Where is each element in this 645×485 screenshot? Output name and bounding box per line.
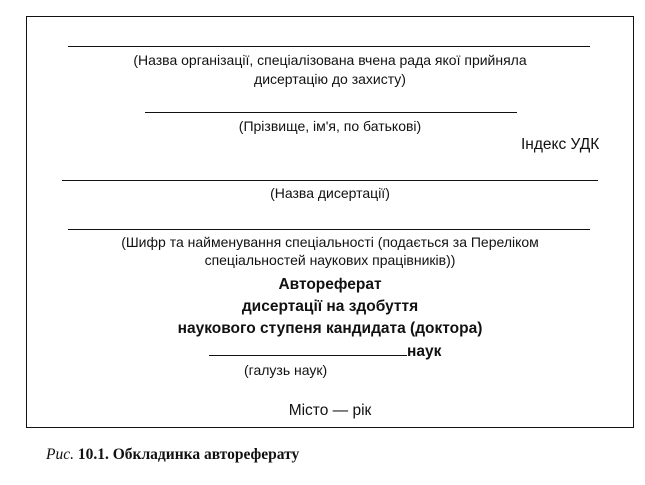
dissertation-title-line <box>62 180 598 181</box>
science-field-blank <box>209 341 407 356</box>
city-year: Місто — рік <box>288 402 372 419</box>
specialty-label-line1: (Шифр та найменування спеціальності (подається за Переліком <box>121 234 539 250</box>
organization-label-line1: (Назва організації, спеціалізована вчена рада якої прийняла <box>133 52 527 68</box>
heading-line2: дисертації на здобуття <box>241 298 419 315</box>
author-name-line <box>145 112 517 113</box>
science-field-row <box>209 341 441 362</box>
organization-line <box>68 46 590 47</box>
figure-caption <box>46 446 299 464</box>
science-field-label: (галузь наук) <box>244 362 328 378</box>
heading-line1: Автореферат <box>278 276 382 293</box>
udc-index: Індекс УДК <box>521 136 600 153</box>
dissertation-title-label: (Назва дисертації) <box>270 185 390 201</box>
author-name-label: (Прізвище, ім'я, по батькові) <box>238 118 422 134</box>
specialty-label-line2: спеціальностей наукових працівників)) <box>204 252 456 268</box>
specialty-line <box>68 229 590 230</box>
caption-text: 10.1. Обкладинка автореферату <box>77 446 300 463</box>
organization-label-line2: дисертацію до захисту) <box>254 71 406 87</box>
science-suffix: наук <box>407 343 442 360</box>
caption-abbr: Рис. <box>46 446 74 463</box>
heading-line3: наукового ступеня кандидата (доктора) <box>177 320 483 337</box>
